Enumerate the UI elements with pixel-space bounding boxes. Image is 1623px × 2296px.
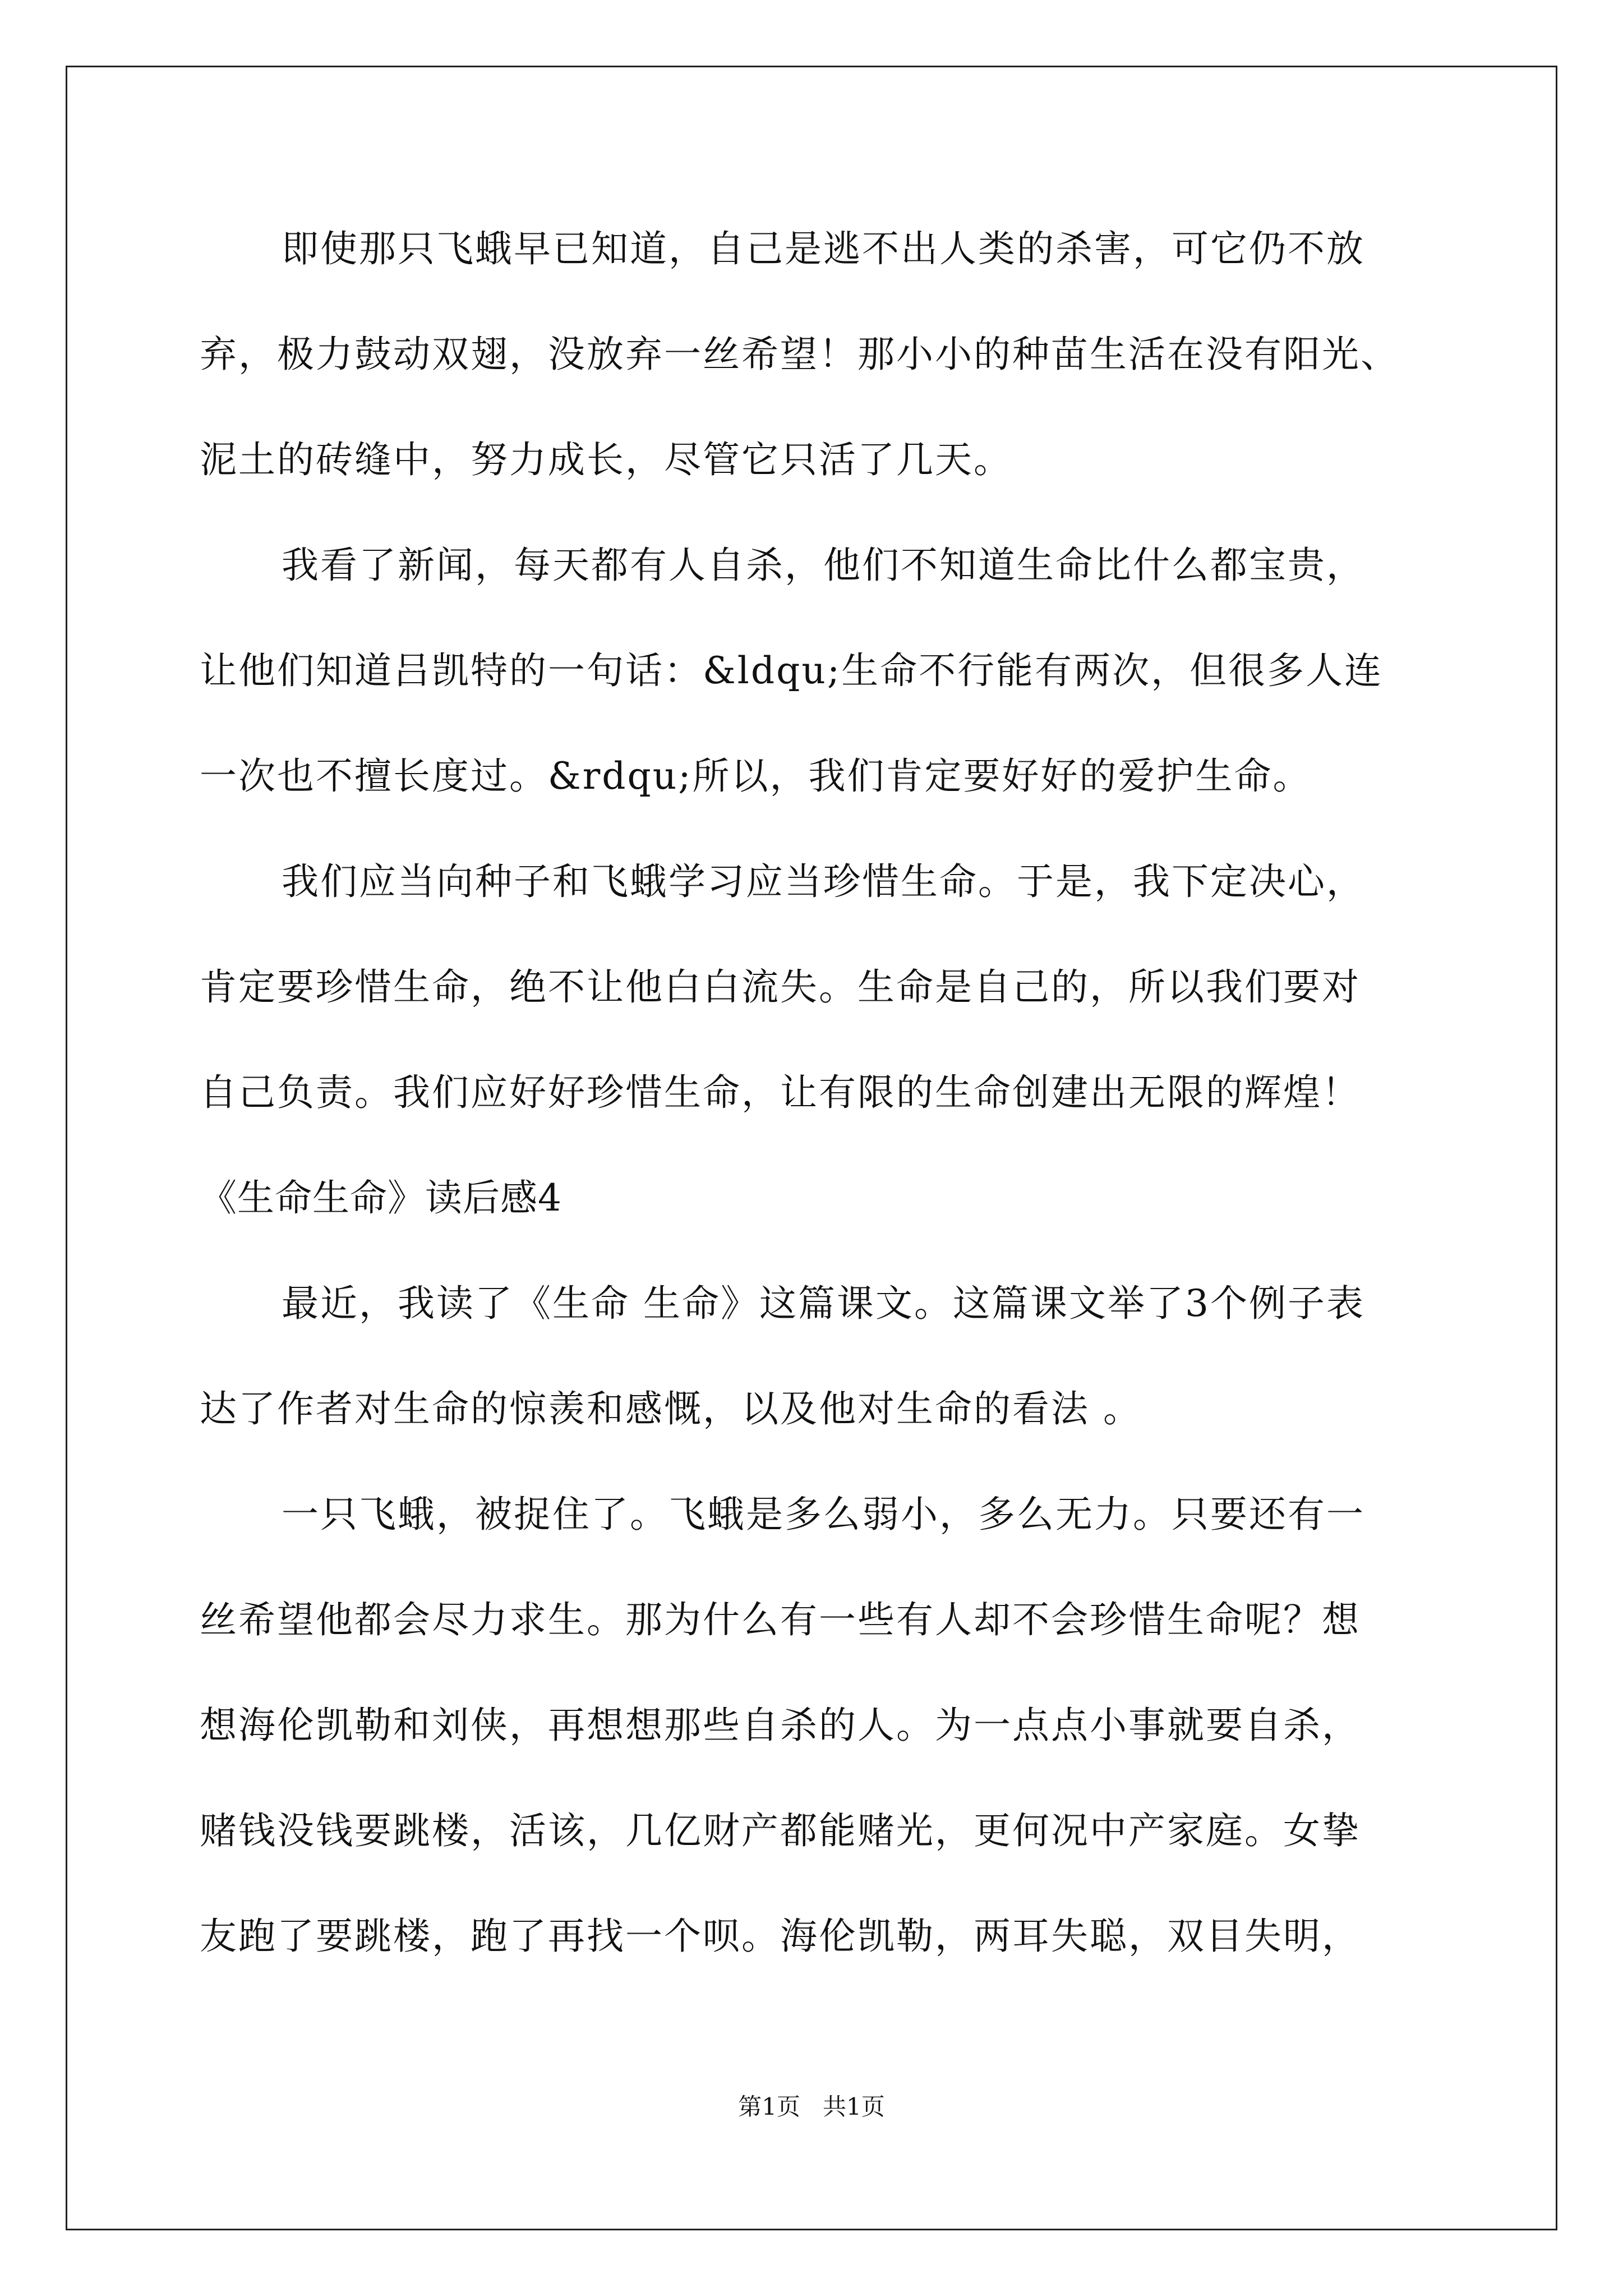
page-footer — [0, 2090, 1623, 2124]
paragraph-line: 友跑了要跳楼，跑了再找一个呗。海伦凯勒，两耳失聪，双目失明， — [200, 1915, 1361, 1958]
paragraph-line: 泥土的砖缝中，努力成长，尽管它只活了几天。 — [200, 438, 1012, 481]
paragraph-line: 达了作者对生命的惊羡和感慨，以及他对生命的看法 。 — [200, 1387, 1142, 1430]
paragraph-line: 肯定要珍惜生命，绝不让他白白流失。生命是自己的，所以我们要对 — [200, 965, 1361, 1009]
section-heading: 《生命生命》读后感4 — [200, 1176, 562, 1220]
document-body — [200, 212, 1428, 2005]
paragraph-line: 自己负责。我们应好好珍惜生命，让有限的生命创建出无限的辉煌！ — [200, 1071, 1361, 1114]
page-number: 第1页 — [738, 2093, 800, 2120]
paragraph-line: 让他们知道吕凯特的一句话：&ldqu;生命不行能有两次，但很多人连 — [200, 649, 1384, 692]
paragraph-line: 一次也不擅长度过。&rdqu;所以，我们肯定要好好的爱护生命。 — [200, 754, 1312, 798]
paragraph-line: 弃，极力鼓动双翅，没放弃一丝希望！那小小的种苗生活在没有阳光、 — [200, 333, 1399, 376]
paragraph-line: 一只飞蛾，被捉住了。飞蛾是多么弱小，多么无力。只要还有一 — [282, 1493, 1365, 1536]
paragraph-line: 丝希望他都会尽力求生。那为什么有一些有人却不会珍惜生命呢？想 — [200, 1598, 1361, 1641]
paragraph-line: 我看了新闻，每天都有人自杀，他们不知道生命比什么都宝贵， — [282, 544, 1365, 587]
page-total: 共1页 — [823, 2093, 885, 2120]
paragraph-line: 即使那只飞蛾早已知道，自己是逃不出人类的杀害，可它仍不放 — [282, 227, 1365, 270]
paragraph-line: 赌钱没钱要跳楼，活该，几亿财产都能赌光，更何况中产家庭。女挚 — [200, 1809, 1361, 1852]
paragraph-line: 想海伦凯勒和刘侠，再想想那些自杀的人。为一点点小事就要自杀， — [200, 1704, 1361, 1747]
paragraph-line: 我们应当向种子和飞蛾学习应当珍惜生命。于是，我下定决心， — [282, 860, 1365, 903]
paragraph-line: 最近，我读了《生命 生命》这篇课文。这篇课文举了3个例子表 — [282, 1282, 1365, 1325]
